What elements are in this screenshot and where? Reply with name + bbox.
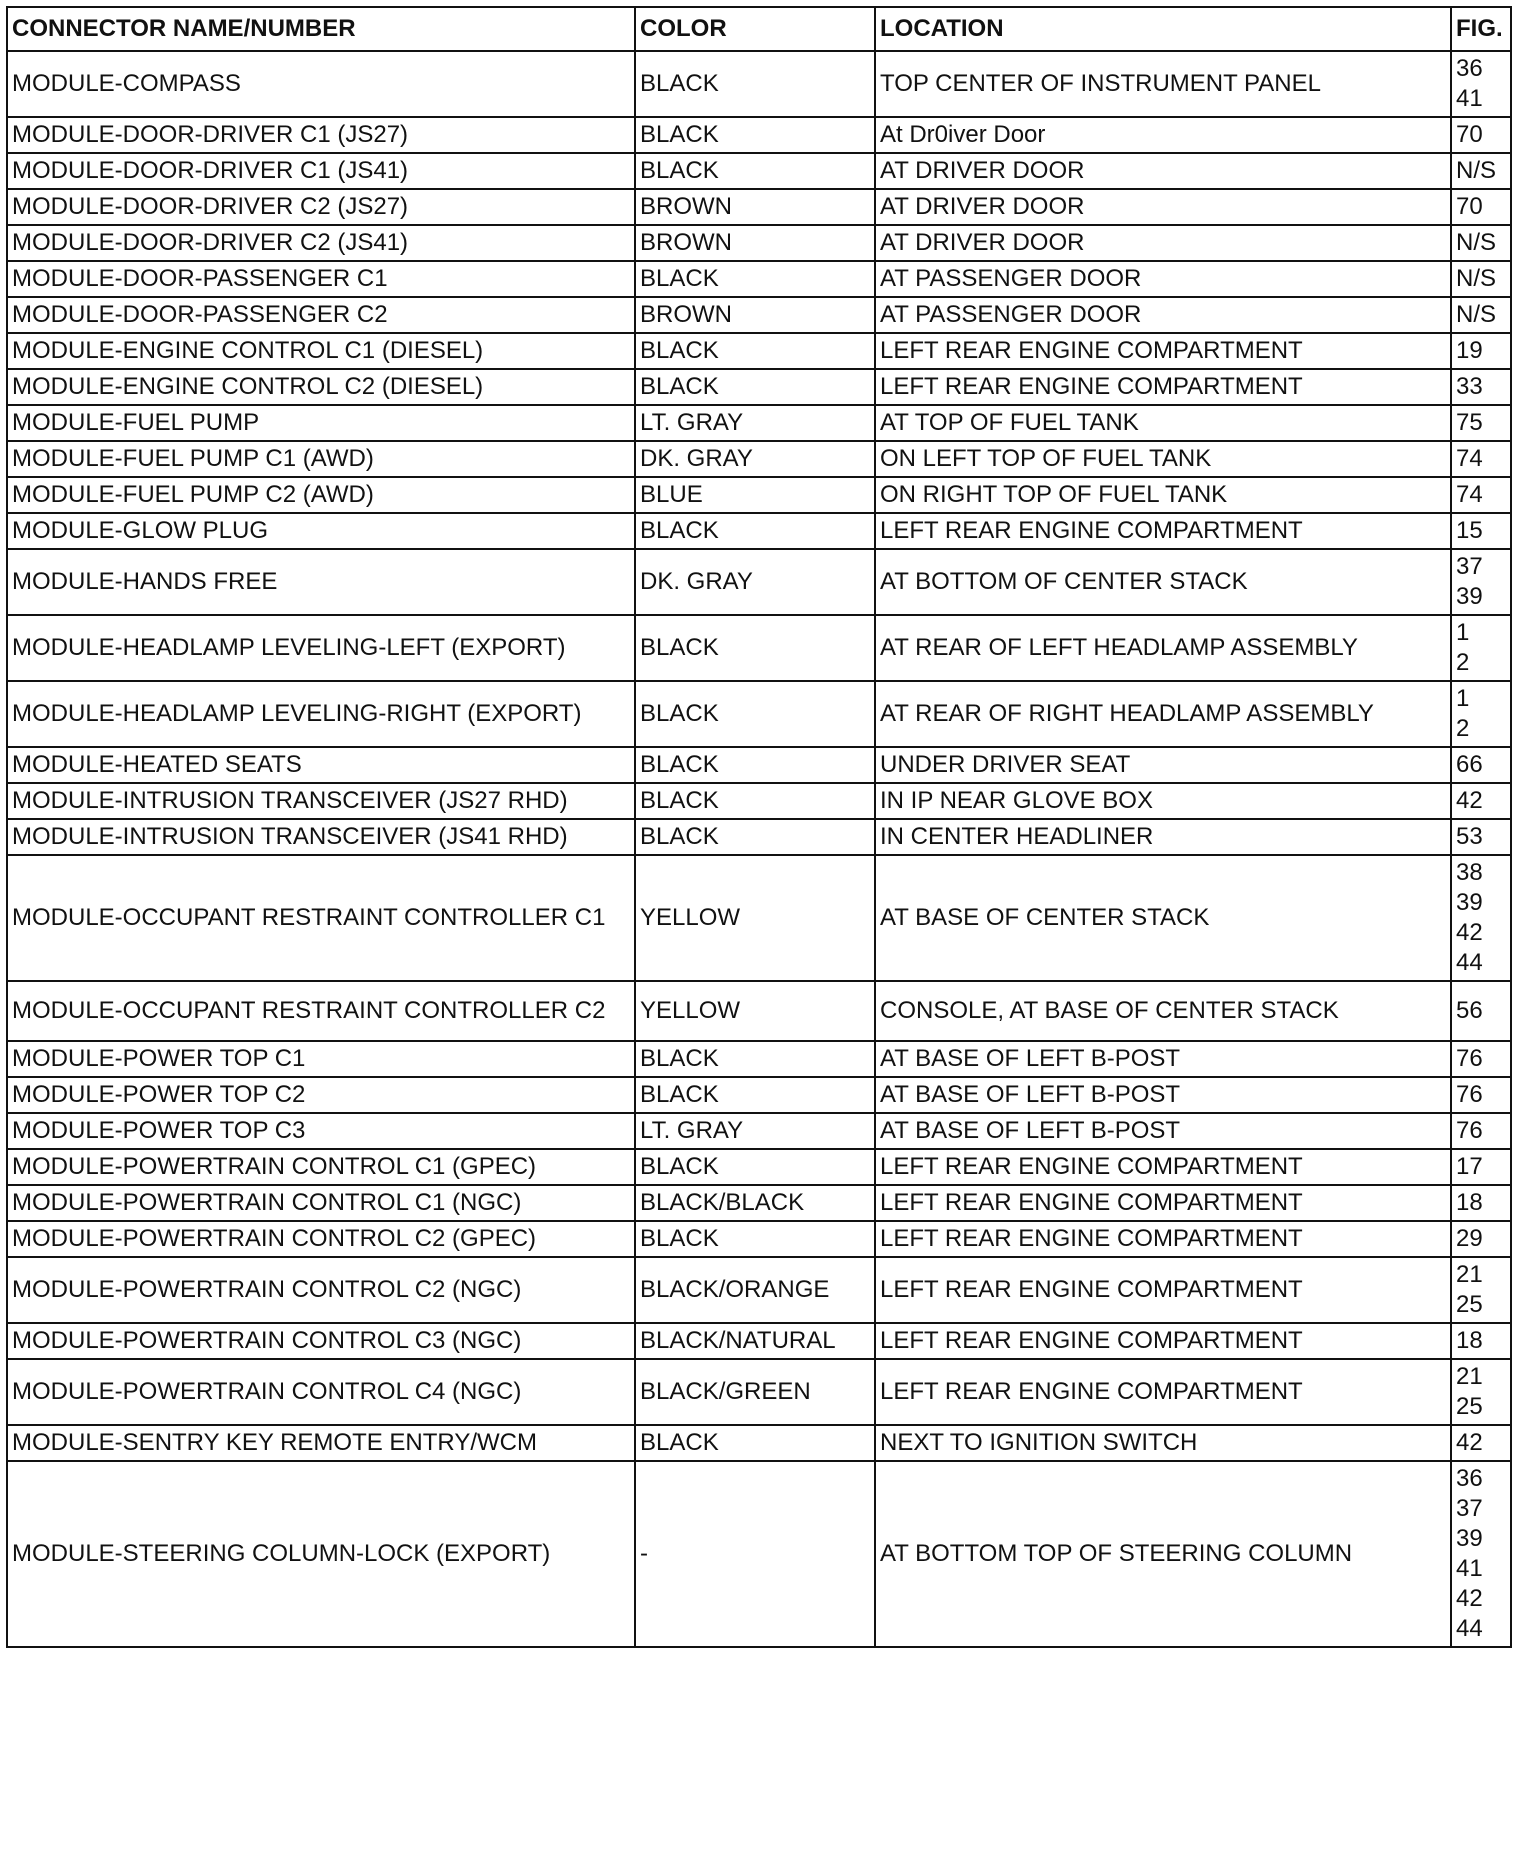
connector-name-cell: MODULE-DOOR-PASSENGER C2 — [7, 297, 635, 333]
header-location: LOCATION — [875, 7, 1451, 51]
color-cell: BLACK — [635, 819, 875, 855]
connector-name-cell: MODULE-POWERTRAIN CONTROL C2 (GPEC) — [7, 1221, 635, 1257]
table-row — [7, 1461, 1511, 1647]
color-cell: DK. GRAY — [635, 549, 875, 615]
location-cell: LEFT REAR ENGINE COMPARTMENT — [875, 1149, 1451, 1185]
table-row — [7, 1221, 1511, 1257]
connector-name-cell: MODULE-FUEL PUMP — [7, 405, 635, 441]
table-body — [7, 51, 1511, 1647]
connector-name-cell: MODULE-POWERTRAIN CONTROL C2 (NGC) — [7, 1257, 635, 1323]
location-cell: UNDER DRIVER SEAT — [875, 747, 1451, 783]
connector-name-cell: MODULE-HEATED SEATS — [7, 747, 635, 783]
color-cell: BLACK/GREEN — [635, 1359, 875, 1425]
color-cell: BLUE — [635, 477, 875, 513]
location-cell: AT BASE OF LEFT B-POST — [875, 1041, 1451, 1077]
color-cell: BLACK/BLACK — [635, 1185, 875, 1221]
fig-cell: 19 — [1451, 333, 1511, 369]
color-cell: YELLOW — [635, 855, 875, 981]
table-row — [7, 261, 1511, 297]
location-cell: NEXT TO IGNITION SWITCH — [875, 1425, 1451, 1461]
fig-cell: 70 — [1451, 117, 1511, 153]
color-cell: BLACK — [635, 513, 875, 549]
table-row — [7, 51, 1511, 117]
location-cell: AT BASE OF LEFT B-POST — [875, 1077, 1451, 1113]
location-cell: AT BOTTOM TOP OF STEERING COLUMN — [875, 1461, 1451, 1647]
table-row — [7, 855, 1511, 981]
location-cell: ON LEFT TOP OF FUEL TANK — [875, 441, 1451, 477]
color-cell: BLACK — [635, 615, 875, 681]
table-row — [7, 981, 1511, 1041]
color-cell: BROWN — [635, 225, 875, 261]
connector-name-cell: MODULE-DOOR-DRIVER C2 (JS27) — [7, 189, 635, 225]
color-cell: LT. GRAY — [635, 405, 875, 441]
fig-cell: N/S — [1451, 261, 1511, 297]
location-cell: IN IP NEAR GLOVE BOX — [875, 783, 1451, 819]
connector-name-cell: MODULE-POWER TOP C3 — [7, 1113, 635, 1149]
table-row — [7, 1359, 1511, 1425]
table-row — [7, 1149, 1511, 1185]
connector-name-cell: MODULE-SENTRY KEY REMOTE ENTRY/WCM — [7, 1425, 635, 1461]
connector-name-cell: MODULE-DOOR-PASSENGER C1 — [7, 261, 635, 297]
fig-cell: N/S — [1451, 153, 1511, 189]
table-row — [7, 549, 1511, 615]
color-cell: BLACK — [635, 333, 875, 369]
color-cell: BLACK/ORANGE — [635, 1257, 875, 1323]
connector-name-cell: MODULE-STEERING COLUMN-LOCK (EXPORT) — [7, 1461, 635, 1647]
connector-name-cell: MODULE-FUEL PUMP C1 (AWD) — [7, 441, 635, 477]
color-cell: BLACK — [635, 1149, 875, 1185]
table-row — [7, 333, 1511, 369]
color-cell: BLACK — [635, 261, 875, 297]
table-row — [7, 225, 1511, 261]
color-cell: BROWN — [635, 189, 875, 225]
location-cell: AT PASSENGER DOOR — [875, 261, 1451, 297]
location-cell: LEFT REAR ENGINE COMPARTMENT — [875, 1257, 1451, 1323]
fig-cell: 66 — [1451, 747, 1511, 783]
connector-name-cell: MODULE-HEADLAMP LEVELING-RIGHT (EXPORT) — [7, 681, 635, 747]
connector-name-cell: MODULE-ENGINE CONTROL C1 (DIESEL) — [7, 333, 635, 369]
location-cell: TOP CENTER OF INSTRUMENT PANEL — [875, 51, 1451, 117]
table-row — [7, 369, 1511, 405]
connector-name-cell: MODULE-POWER TOP C2 — [7, 1077, 635, 1113]
table-row — [7, 117, 1511, 153]
location-cell: LEFT REAR ENGINE COMPARTMENT — [875, 1359, 1451, 1425]
color-cell: BLACK — [635, 51, 875, 117]
fig-cell: 29 — [1451, 1221, 1511, 1257]
connector-name-cell: MODULE-FUEL PUMP C2 (AWD) — [7, 477, 635, 513]
color-cell: BLACK — [635, 1425, 875, 1461]
fig-cell: 15 — [1451, 513, 1511, 549]
table-row — [7, 297, 1511, 333]
color-cell: BLACK — [635, 1221, 875, 1257]
table-row — [7, 153, 1511, 189]
connector-name-cell: MODULE-GLOW PLUG — [7, 513, 635, 549]
fig-cell: 38 39 42 44 — [1451, 855, 1511, 981]
table-row — [7, 1425, 1511, 1461]
color-cell: LT. GRAY — [635, 1113, 875, 1149]
connector-name-cell: MODULE-OCCUPANT RESTRAINT CONTROLLER C2 — [7, 981, 635, 1041]
header-connector-name: CONNECTOR NAME/NUMBER — [7, 7, 635, 51]
fig-cell: 42 — [1451, 1425, 1511, 1461]
color-cell: BLACK/NATURAL — [635, 1323, 875, 1359]
header-row — [7, 7, 1511, 51]
table-row — [7, 1185, 1511, 1221]
connector-name-cell: MODULE-HANDS FREE — [7, 549, 635, 615]
connector-name-cell: MODULE-OCCUPANT RESTRAINT CONTROLLER C1 — [7, 855, 635, 981]
color-cell: BROWN — [635, 297, 875, 333]
location-cell: AT TOP OF FUEL TANK — [875, 405, 1451, 441]
connector-name-cell: MODULE-POWERTRAIN CONTROL C1 (GPEC) — [7, 1149, 635, 1185]
connector-name-cell: MODULE-INTRUSION TRANSCEIVER (JS41 RHD) — [7, 819, 635, 855]
color-cell: BLACK — [635, 783, 875, 819]
fig-cell: 33 — [1451, 369, 1511, 405]
fig-cell: 18 — [1451, 1323, 1511, 1359]
table-row — [7, 405, 1511, 441]
fig-cell: 36 37 39 41 42 44 — [1451, 1461, 1511, 1647]
fig-cell: 76 — [1451, 1041, 1511, 1077]
location-cell: AT BASE OF CENTER STACK — [875, 855, 1451, 981]
location-cell: LEFT REAR ENGINE COMPARTMENT — [875, 1323, 1451, 1359]
connector-name-cell: MODULE-COMPASS — [7, 51, 635, 117]
location-cell: AT REAR OF LEFT HEADLAMP ASSEMBLY — [875, 615, 1451, 681]
connector-name-cell: MODULE-POWERTRAIN CONTROL C4 (NGC) — [7, 1359, 635, 1425]
table-row — [7, 441, 1511, 477]
color-cell: BLACK — [635, 153, 875, 189]
color-cell: DK. GRAY — [635, 441, 875, 477]
fig-cell: 70 — [1451, 189, 1511, 225]
fig-cell: 37 39 — [1451, 549, 1511, 615]
table-row — [7, 513, 1511, 549]
fig-cell: 76 — [1451, 1077, 1511, 1113]
location-cell: ON RIGHT TOP OF FUEL TANK — [875, 477, 1451, 513]
table-row — [7, 1077, 1511, 1113]
fig-cell: 53 — [1451, 819, 1511, 855]
connector-name-cell: MODULE-HEADLAMP LEVELING-LEFT (EXPORT) — [7, 615, 635, 681]
fig-cell: 21 25 — [1451, 1257, 1511, 1323]
location-cell: At Dr0iver Door — [875, 117, 1451, 153]
fig-cell: 1 2 — [1451, 681, 1511, 747]
fig-cell: 21 25 — [1451, 1359, 1511, 1425]
location-cell: AT REAR OF RIGHT HEADLAMP ASSEMBLY — [875, 681, 1451, 747]
fig-cell: N/S — [1451, 297, 1511, 333]
color-cell: - — [635, 1461, 875, 1647]
table-row — [7, 819, 1511, 855]
connector-name-cell: MODULE-POWERTRAIN CONTROL C3 (NGC) — [7, 1323, 635, 1359]
location-cell: AT DRIVER DOOR — [875, 153, 1451, 189]
fig-cell: 18 — [1451, 1185, 1511, 1221]
location-cell: LEFT REAR ENGINE COMPARTMENT — [875, 369, 1451, 405]
color-cell: BLACK — [635, 1041, 875, 1077]
location-cell: AT BASE OF LEFT B-POST — [875, 1113, 1451, 1149]
color-cell: YELLOW — [635, 981, 875, 1041]
location-cell: AT BOTTOM OF CENTER STACK — [875, 549, 1451, 615]
location-cell: AT DRIVER DOOR — [875, 189, 1451, 225]
table-row — [7, 783, 1511, 819]
connector-name-cell: MODULE-DOOR-DRIVER C1 (JS41) — [7, 153, 635, 189]
color-cell: BLACK — [635, 681, 875, 747]
location-cell: AT PASSENGER DOOR — [875, 297, 1451, 333]
header-fig: FIG. — [1451, 7, 1511, 51]
fig-cell: 1 2 — [1451, 615, 1511, 681]
connector-name-cell: MODULE-POWERTRAIN CONTROL C1 (NGC) — [7, 1185, 635, 1221]
table-row — [7, 1257, 1511, 1323]
location-cell: LEFT REAR ENGINE COMPARTMENT — [875, 1221, 1451, 1257]
fig-cell: 74 — [1451, 477, 1511, 513]
fig-cell: N/S — [1451, 225, 1511, 261]
location-cell: IN CENTER HEADLINER — [875, 819, 1451, 855]
location-cell: LEFT REAR ENGINE COMPARTMENT — [875, 1185, 1451, 1221]
table-row — [7, 189, 1511, 225]
connector-name-cell: MODULE-DOOR-DRIVER C2 (JS41) — [7, 225, 635, 261]
fig-cell: 74 — [1451, 441, 1511, 477]
connector-name-cell: MODULE-ENGINE CONTROL C2 (DIESEL) — [7, 369, 635, 405]
fig-cell: 42 — [1451, 783, 1511, 819]
fig-cell: 76 — [1451, 1113, 1511, 1149]
location-cell: CONSOLE, AT BASE OF CENTER STACK — [875, 981, 1451, 1041]
table-row — [7, 747, 1511, 783]
color-cell: BLACK — [635, 747, 875, 783]
connector-name-cell: MODULE-DOOR-DRIVER C1 (JS27) — [7, 117, 635, 153]
table-row — [7, 1041, 1511, 1077]
connector-name-cell: MODULE-POWER TOP C1 — [7, 1041, 635, 1077]
connector-table — [6, 6, 1512, 1648]
table-row — [7, 477, 1511, 513]
color-cell: BLACK — [635, 1077, 875, 1113]
table-row — [7, 615, 1511, 681]
location-cell: AT DRIVER DOOR — [875, 225, 1451, 261]
fig-cell: 17 — [1451, 1149, 1511, 1185]
fig-cell: 75 — [1451, 405, 1511, 441]
location-cell: LEFT REAR ENGINE COMPARTMENT — [875, 333, 1451, 369]
table-row — [7, 1113, 1511, 1149]
table-row — [7, 1323, 1511, 1359]
header-color: COLOR — [635, 7, 875, 51]
connector-name-cell: MODULE-INTRUSION TRANSCEIVER (JS27 RHD) — [7, 783, 635, 819]
table-row — [7, 681, 1511, 747]
fig-cell: 36 41 — [1451, 51, 1511, 117]
color-cell: BLACK — [635, 117, 875, 153]
location-cell: LEFT REAR ENGINE COMPARTMENT — [875, 513, 1451, 549]
color-cell: BLACK — [635, 369, 875, 405]
fig-cell: 56 — [1451, 981, 1511, 1041]
